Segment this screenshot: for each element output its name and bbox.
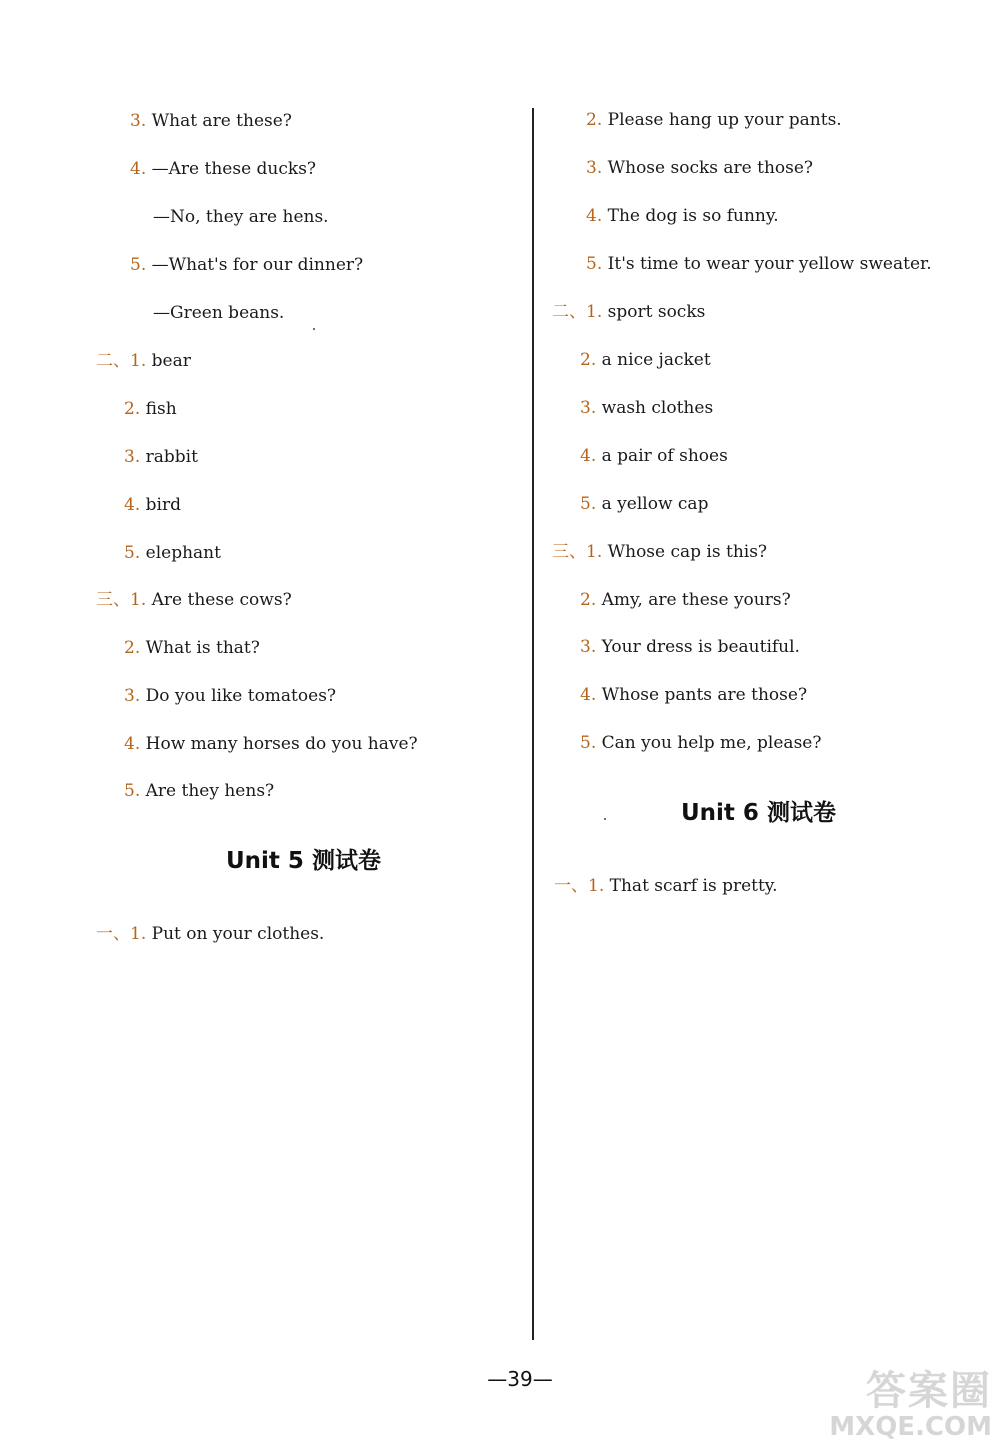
item-text: Whose pants are those? <box>601 685 808 705</box>
item-number: 2. <box>580 590 597 610</box>
item-text: Whose cap is this? <box>607 542 768 562</box>
item-number: 4. <box>580 446 597 466</box>
item-text: Amy, are these yours? <box>601 590 791 610</box>
answer-line <box>580 397 713 419</box>
answer-line <box>580 684 807 706</box>
answer-line <box>153 206 329 228</box>
item-number: 5. <box>580 733 597 753</box>
answer-line <box>124 542 221 564</box>
item-text: That scarf is pretty. <box>609 876 778 896</box>
item-text: Are they hens? <box>145 781 275 801</box>
answer-line <box>580 732 821 754</box>
item-number: 二、1. <box>552 302 603 322</box>
scan-speck <box>313 328 315 330</box>
item-text: —Are these ducks? <box>151 159 317 179</box>
item-number: 5. <box>586 254 603 274</box>
answer-line <box>130 110 292 132</box>
answer-line <box>580 589 791 611</box>
item-number: 3. <box>124 686 141 706</box>
column-divider <box>532 108 534 1340</box>
item-text: —No, they are hens. <box>153 207 329 227</box>
item-text: The dog is so funny. <box>607 206 779 226</box>
item-text: sport socks <box>607 302 706 322</box>
item-text: bear <box>151 351 191 371</box>
item-number: 2. <box>580 350 597 370</box>
answer-line <box>586 157 813 179</box>
answer-line <box>586 109 842 131</box>
section-heading: Unit 6 测试卷 <box>681 800 836 826</box>
right-column <box>540 0 1000 1447</box>
answer-line <box>580 493 708 515</box>
answer-line <box>96 350 191 372</box>
item-number: 4. <box>130 159 147 179</box>
item-text: Are these cows? <box>151 590 292 610</box>
item-number: 三、1. <box>96 590 147 610</box>
item-number: 4. <box>586 206 603 226</box>
item-number: 一、1. <box>96 924 147 944</box>
item-number: 5. <box>130 255 147 275</box>
scan-speck <box>604 818 606 820</box>
page-number: —39— <box>487 1367 553 1391</box>
answer-line <box>554 875 778 897</box>
item-number: 4. <box>124 734 141 754</box>
item-number: 三、1. <box>552 542 603 562</box>
answer-line <box>124 780 274 802</box>
answer-line <box>124 446 198 468</box>
item-text: What is that? <box>145 638 260 658</box>
item-number: 2. <box>124 638 141 658</box>
answer-line <box>580 636 800 658</box>
answer-line <box>124 685 336 707</box>
item-text: —Green beans. <box>153 303 285 323</box>
item-number: 3. <box>580 398 597 418</box>
answer-line <box>552 541 767 563</box>
item-text: a yellow cap <box>601 494 709 514</box>
item-text: Put on your clothes. <box>151 924 325 944</box>
item-text: a pair of shoes <box>601 446 728 466</box>
item-number: 5. <box>124 781 141 801</box>
item-number: 3. <box>124 447 141 467</box>
section-heading: Unit 5 测试卷 <box>226 848 381 874</box>
item-text: bird <box>145 495 181 515</box>
item-text: wash clothes <box>601 398 714 418</box>
answer-line <box>96 923 324 945</box>
item-text: Can you help me, please? <box>601 733 822 753</box>
watermark-url: MXQE.COM <box>829 1412 992 1442</box>
answer-line <box>124 494 181 516</box>
item-number: 5. <box>124 543 141 563</box>
answer-line <box>130 254 363 276</box>
answer-line <box>580 349 711 371</box>
item-number: 2. <box>586 110 603 130</box>
item-number: 一、1. <box>554 876 605 896</box>
answer-line <box>153 302 284 324</box>
item-text: What are these? <box>151 111 292 131</box>
item-text: a nice jacket <box>601 350 711 370</box>
item-text: Please hang up your pants. <box>607 110 842 130</box>
item-number: 4. <box>124 495 141 515</box>
watermark-chinese: 答案圈 <box>866 1368 992 1414</box>
item-number: 3. <box>130 111 147 131</box>
item-number: 4. <box>580 685 597 705</box>
item-number: 5. <box>580 494 597 514</box>
answer-line <box>124 733 418 755</box>
item-number: 3. <box>586 158 603 178</box>
answer-line <box>586 205 779 227</box>
item-text: It's time to wear your yellow sweater. <box>607 254 932 274</box>
item-number: 3. <box>580 637 597 657</box>
item-text: rabbit <box>145 447 198 467</box>
item-number: 二、1. <box>96 351 147 371</box>
answer-line <box>586 253 932 275</box>
item-text: Do you like tomatoes? <box>145 686 337 706</box>
answer-line <box>580 445 728 467</box>
item-text: How many horses do you have? <box>145 734 418 754</box>
answer-line <box>552 301 705 323</box>
item-text: elephant <box>145 543 221 563</box>
item-text: Your dress is beautiful. <box>601 637 800 657</box>
item-text: Whose socks are those? <box>607 158 814 178</box>
item-text: fish <box>145 399 177 419</box>
answer-line <box>124 398 177 420</box>
answer-line <box>124 637 260 659</box>
answer-line <box>96 589 292 611</box>
item-number: 2. <box>124 399 141 419</box>
answer-line <box>130 158 316 180</box>
item-text: —What's for our dinner? <box>151 255 364 275</box>
